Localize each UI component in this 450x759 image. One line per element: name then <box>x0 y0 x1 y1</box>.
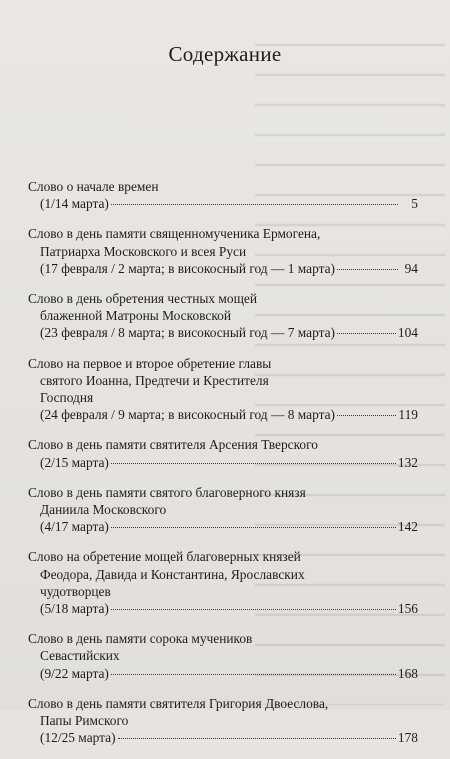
dot-leader <box>111 463 396 464</box>
toc-entry-date: (23 февраля / 8 марта; в високосный год — 7 марта) <box>40 325 336 341</box>
toc-entry <box>28 178 418 212</box>
toc-entry-title-line: Патриарха Московского и всея Руси <box>40 243 247 259</box>
toc-entry-title-line: Слово о начале времен <box>28 179 159 194</box>
toc-entry-date: (2/15 марта) <box>40 454 109 470</box>
toc-entry-date-line <box>28 195 418 212</box>
dot-leader <box>111 527 396 528</box>
toc-entry-title-line: Слово в день памяти сорока мучеников <box>28 631 253 647</box>
toc-entry-date-line <box>28 600 418 617</box>
toc-entry-date: (12/25 марта) <box>40 730 116 746</box>
dot-leader <box>111 674 396 675</box>
toc-entry-date: (9/22 марта) <box>40 665 109 681</box>
toc-entry-title-line: Папы Римского <box>40 713 129 729</box>
dot-leader <box>337 333 396 334</box>
page-number: 5 <box>411 196 418 212</box>
toc-entry <box>28 225 418 277</box>
toc-entry-title-line: Господня <box>40 390 94 406</box>
toc-entry-date-line <box>28 260 418 277</box>
toc-entry-title-line: Слово на первое и второе обретение главы <box>28 355 272 371</box>
toc-entry-title-line: Слово в день памяти святителя Григория Двоеслова, <box>28 695 329 711</box>
toc-entry-title-line: чудотворцев <box>40 583 111 599</box>
toc-entry <box>28 436 418 470</box>
toc-entry-date-line <box>28 454 418 471</box>
toc-entry-date-line <box>28 665 418 682</box>
page-number: 178 <box>397 730 418 746</box>
toc-entry <box>28 484 418 536</box>
toc-entry-date: (17 февраля / 2 марта; в високосный год — 1 марта) <box>40 260 336 276</box>
toc-entry-title-line: Даниила Московского <box>40 502 167 518</box>
toc-entry-title-line: Феодора, Давида и Константина, Ярославских <box>40 566 305 582</box>
toc-entry <box>28 355 418 424</box>
dot-leader <box>111 204 398 205</box>
toc-entry-title-line: Слово в день памяти святителя Арсения Тверского <box>28 437 318 453</box>
toc-entry-title-line: Севастийских <box>40 648 120 664</box>
toc-entry-date: (1/14 марта) <box>40 196 109 212</box>
toc-entry-date-line <box>28 406 418 423</box>
dot-leader <box>337 415 396 416</box>
page-title: Содержание <box>168 42 282 66</box>
toc-entry <box>28 290 418 342</box>
page-number: 119 <box>398 407 418 423</box>
toc-entry-date: (5/18 марта) <box>40 601 109 617</box>
dot-leader <box>111 609 396 610</box>
toc-entry-title-line: блаженной Матроны Московской <box>40 308 232 324</box>
toc-entry-title-line: Слово на обретение мощей благоверных князей <box>28 549 301 565</box>
dot-leader <box>118 738 396 739</box>
toc-entry-title-line: Слово в день памяти священномученика Ермогена, <box>28 226 321 242</box>
toc-entry-date-line <box>28 518 418 535</box>
table-of-contents <box>28 178 418 759</box>
toc-entry-date: (4/17 марта) <box>40 519 109 535</box>
toc-entry-title-line: Слово в день памяти святого благоверного князя <box>28 484 306 500</box>
page-number: 104 <box>397 325 418 341</box>
toc-entry-date: (24 февраля / 9 марта; в високосный год — 8 марта) <box>40 407 336 423</box>
page-number: 142 <box>397 519 418 535</box>
toc-entry <box>28 695 418 747</box>
page-number: 94 <box>404 260 418 276</box>
toc-entry-date-line <box>28 324 418 341</box>
toc-entry-title-line: Слово в день обретения честных мощей <box>28 291 258 307</box>
page-number: 168 <box>397 665 418 681</box>
toc-entry-title-line: святого Иоанна, Предтечи и Крестителя <box>40 372 269 388</box>
page-number: 156 <box>397 601 418 617</box>
page-number: 132 <box>397 454 418 470</box>
toc-entry <box>28 630 418 682</box>
dot-leader <box>337 269 398 270</box>
toc-entry <box>28 548 418 617</box>
toc-entry-date-line <box>28 729 418 746</box>
